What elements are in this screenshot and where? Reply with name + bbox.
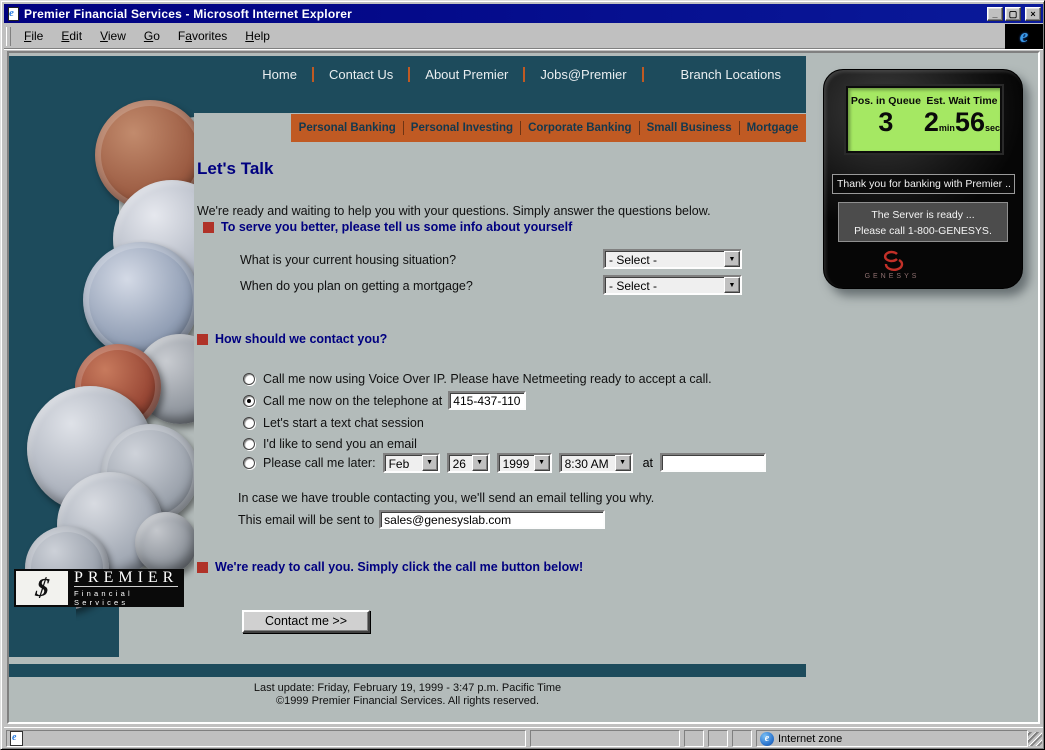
red-square-bullet-icon [197,562,208,573]
menu-edit[interactable]: Edit [61,29,83,43]
maximize-button[interactable]: ▢ [1005,7,1021,21]
at-label: at [642,455,653,470]
month-select[interactable]: Feb ▼ [383,453,440,473]
status-bar [4,727,1043,748]
chat-radio[interactable] [243,417,255,429]
sub-navigation [291,114,806,142]
nav-corporate-banking[interactable]: Corporate Banking [528,122,632,134]
email-radio[interactable] [243,438,255,450]
year-select[interactable]: 1999 ▼ [497,453,552,473]
nav-contact-us[interactable]: Contact Us [328,67,394,82]
ie-throbber-icon: e [1005,24,1043,49]
status-cell [708,730,728,747]
email-note-line2: This email will be sent to [238,512,375,527]
option-voip-row: Call me now using Voice Over IP. Please have Netmeeting ready to accept a call. [243,368,712,389]
mortgage-question-label: When do you plan on getting a mortgage? [240,278,473,293]
option-call-later-row: Please call me later: Feb ▼ 26 ▼ 1999 ▼ 8:30 AM ▼ at [243,452,766,473]
menu-help[interactable]: Help [245,29,270,43]
call-status-device [823,69,1023,289]
menu-file[interactable]: File [24,29,44,43]
nav-separator [642,67,644,82]
option-phone-row: Call me now on the telephone at 415-437-1100 [243,390,526,411]
nav-small-business[interactable]: Small Business [646,122,732,134]
nav-personal-banking[interactable]: Personal Banking [298,122,396,134]
call-later-location-input[interactable] [660,453,766,472]
menu-bar [4,24,1043,49]
contact-me-button[interactable]: Contact me >> [242,610,370,633]
red-square-bullet-icon [197,334,208,345]
window-title: Premier Financial Services - Microsoft Internet Explorer [24,6,352,21]
genesys-brand: GENESYS [852,248,932,286]
phone-radio[interactable] [243,395,255,407]
genesys-logo-icon [879,248,905,272]
chevron-down-icon[interactable]: ▼ [615,455,631,471]
browser-viewport [7,51,1040,724]
chevron-down-icon[interactable]: ▼ [422,455,438,471]
sidebar-bottom-block [9,606,76,657]
nav-personal-investing[interactable]: Personal Investing [410,122,514,134]
page-title: Let's Talk [197,159,274,178]
nav-jobs[interactable]: Jobs@Premier [540,67,627,82]
page-status-icon: e [10,731,23,746]
email-note-row [238,510,605,529]
nav-mortgage[interactable]: Mortgage [746,122,799,134]
menu-go[interactable]: Go [143,29,160,43]
queue-position: Pos. in Queue 3 [850,95,921,137]
profile-section-header: To serve you better, please tell us some info about yourself [203,220,572,234]
premier-logo [14,569,184,607]
voip-radio[interactable] [243,373,255,385]
intro-text: We're ready and waiting to help you with your questions. Simply answer the questions below. [197,204,711,218]
chevron-down-icon[interactable]: ▼ [724,277,740,293]
resize-grip[interactable] [1028,732,1042,746]
email-note-line1: In case we have trouble contacting you, we'll send an email telling you why. [238,491,655,505]
call-later-radio[interactable] [243,457,255,469]
housing-question-label: What is your current housing situation? [240,252,457,267]
menu-view[interactable]: View [100,29,126,43]
status-cell [732,730,752,747]
day-select[interactable]: 26 ▼ [447,453,490,473]
time-select[interactable]: 8:30 AM ▼ [559,453,633,473]
option-chat-row: Let's start a text chat session [243,412,424,433]
menu-grip[interactable] [6,27,11,46]
server-message-box: The Server is ready ... Please call 1-800-GENESYS. [838,202,1008,242]
ie-page-icon: e [6,7,21,21]
phone-number-input[interactable] [448,391,526,410]
status-cell [684,730,704,747]
mortgage-select[interactable]: - Select - ▼ [603,275,742,295]
minimize-button[interactable]: _ [987,7,1003,21]
ready-section-header: We're ready to call you. Simply click the call me button below! [197,560,583,574]
housing-select[interactable]: - Select - ▼ [603,249,742,269]
zone-label: Internet zone [778,732,843,745]
status-message-panel [6,730,526,747]
title-bar[interactable] [4,4,1043,23]
dollar-logo-icon: $ [16,571,68,605]
top-navigation [247,65,796,84]
copyright-text: ©1999 Premier Financial Services. All rights reserved. [275,695,540,707]
chevron-down-icon[interactable]: ▼ [724,251,740,267]
footer-divider-bar [9,664,806,677]
nav-branch-locations[interactable]: Branch Locations [680,67,781,82]
security-zone-panel [756,730,1028,747]
contact-section-header: How should we contact you? [197,332,387,346]
nav-about-premier[interactable]: About Premier [425,67,509,82]
status-progress-panel [530,730,680,747]
globe-icon: e [760,732,774,746]
nav-home[interactable]: Home [262,67,297,82]
red-square-bullet-icon [203,222,214,233]
email-address-input[interactable] [379,510,605,529]
last-update-text: Last update: Friday, February 19, 1999 - 3:47 p.m. Pacific Time [253,682,562,694]
chevron-down-icon[interactable]: ▼ [472,455,488,471]
chevron-down-icon[interactable]: ▼ [534,455,550,471]
lcd-display [846,86,1002,153]
coins-sidebar [9,56,194,657]
logo-tagline: Financial Services [74,586,178,607]
option-email-row: I'd like to send you an email [243,433,417,454]
close-button[interactable]: × [1025,7,1041,21]
menu-favorites[interactable]: Favorites [177,29,228,43]
coin-image [135,512,194,574]
wait-time: Est. Wait Time 2min56sec [923,95,1000,137]
logo-name: PREMIER [74,569,179,586]
webpage [9,53,1038,722]
marquee-message: Thank you for banking with Premier .. [832,174,1015,194]
